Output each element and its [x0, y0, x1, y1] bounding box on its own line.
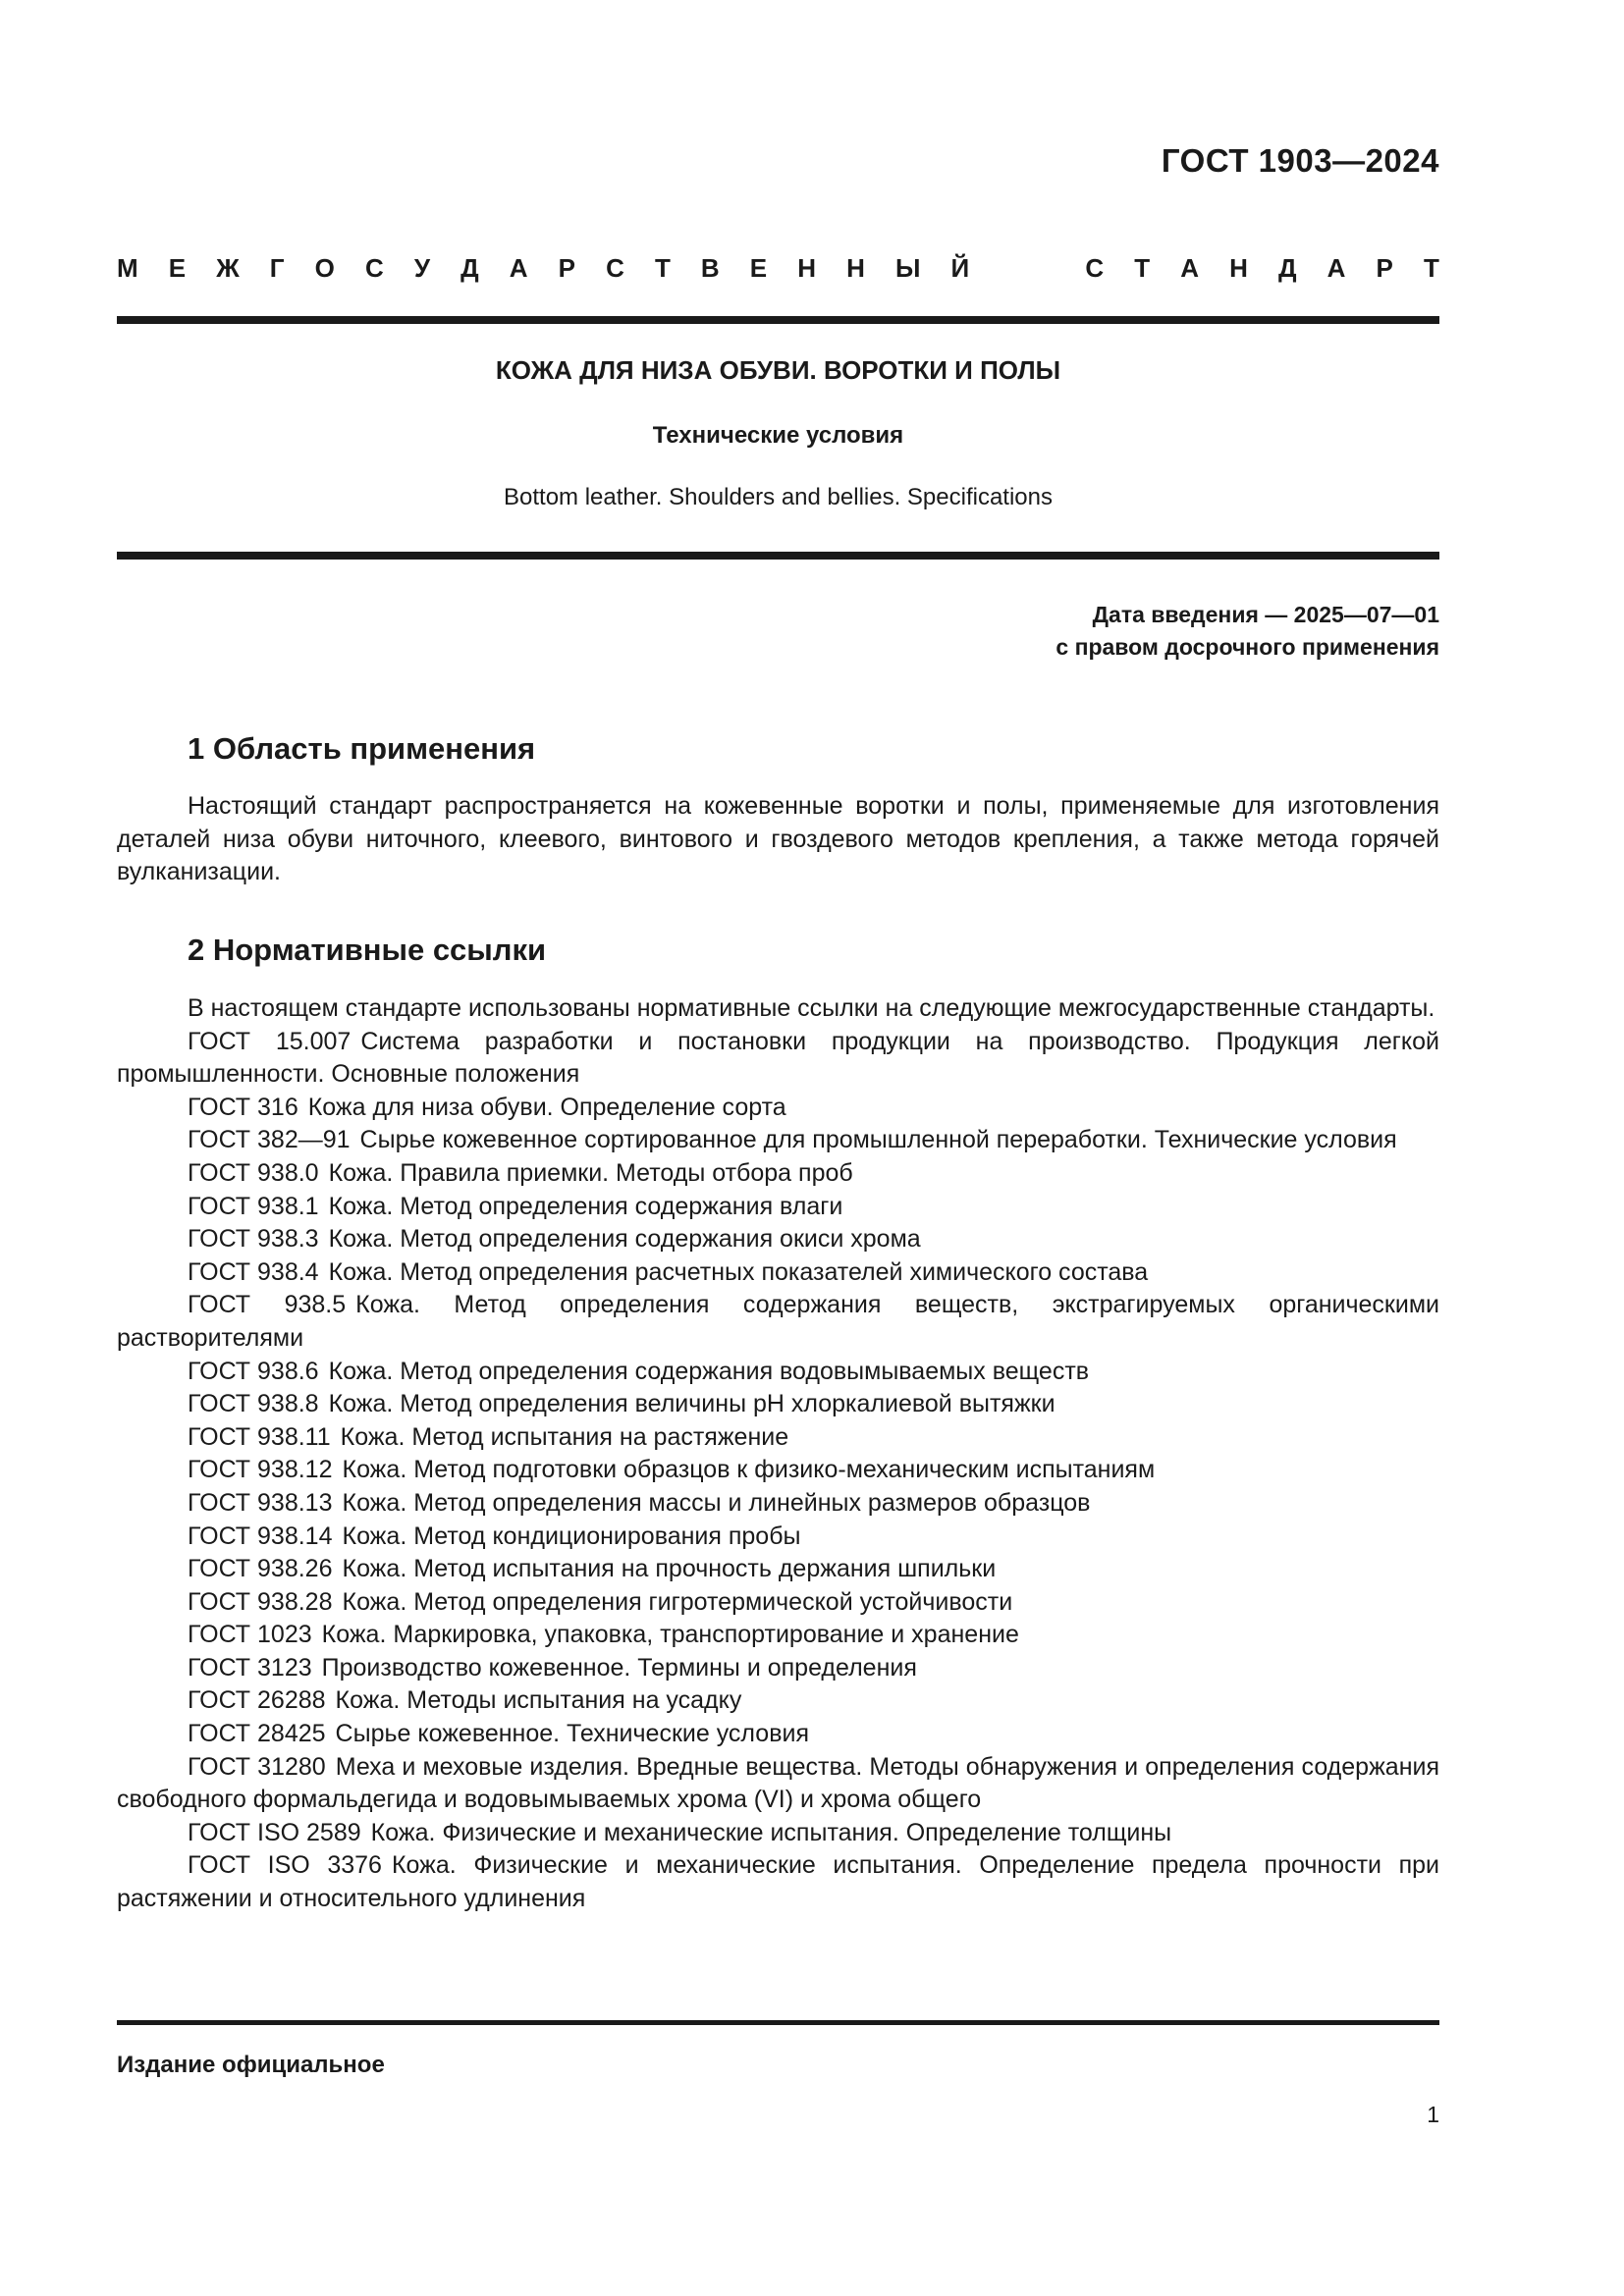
early-application-line: с правом досрочного применения: [1056, 634, 1439, 660]
reference-title: Кожа. Правила приемки. Методы отбора проб: [328, 1158, 853, 1187]
interstate-letter: Г: [269, 253, 285, 283]
reference-code: ГОСТ ISO 3376: [188, 1851, 382, 1880]
reference-item: [117, 1553, 1439, 1586]
reference-title: Кожа. Метод определения содержания окиси хрома: [328, 1225, 921, 1254]
reference-title: Кожа. Метод испытания на прочность держания шпильки: [342, 1555, 997, 1583]
reference-code: ГОСТ 938.28: [188, 1587, 333, 1616]
reference-title: Кожа. Физические и механические испытания. Определение толщины: [370, 1818, 1172, 1846]
standard-letter: А: [1326, 253, 1346, 283]
reference-item: [117, 1487, 1439, 1521]
interstate-letter: Е: [749, 253, 768, 283]
reference-code: ГОСТ 15.007: [188, 1027, 352, 1055]
top-rule: [117, 316, 1439, 324]
reference-code: ГОСТ ISO 2589: [188, 1818, 361, 1846]
section-2-heading: 2 Нормативные ссылки: [188, 933, 547, 967]
interstate-letter: С: [606, 253, 624, 283]
reference-code: ГОСТ 938.8: [188, 1390, 319, 1418]
reference-title: Сырье кожевенное. Технические условия: [335, 1720, 809, 1748]
reference-item: [117, 1751, 1439, 1817]
standard-letter: Д: [1278, 253, 1297, 283]
standard-letter: С: [1085, 253, 1105, 283]
reference-item: [117, 1191, 1439, 1224]
interstate-letter: С: [364, 253, 384, 283]
reference-title: Система разработки и постановки продукции на производство. Продукция легкой промышленности. Основные положения: [117, 1027, 1439, 1089]
reference-title: Кожа. Метод подготовки образцов к физико-механическим испытаниям: [342, 1456, 1156, 1484]
interstate-letter: Н: [797, 253, 817, 283]
reference-code: ГОСТ 938.6: [188, 1357, 319, 1385]
reference-code: ГОСТ 28425: [188, 1720, 326, 1748]
reference-title: Сырье кожевенное сортированное для промышленной переработки. Технические условия: [359, 1126, 1397, 1154]
reference-item: [117, 1521, 1439, 1554]
interstate-letter: В: [700, 253, 720, 283]
interstate-letter: Р: [558, 253, 575, 283]
reference-item: [117, 1849, 1439, 1915]
reference-code: ГОСТ 1023: [188, 1621, 312, 1649]
standard-number: ГОСТ 1903—2024: [1161, 142, 1439, 179]
reference-item: [117, 1026, 1439, 1092]
english-title: Bottom leather. Shoulders and bellies. Specifications: [504, 484, 1053, 510]
reference-item: [117, 1356, 1439, 1389]
interstate-letter: Й: [950, 253, 970, 283]
footer-rule: [117, 2020, 1439, 2025]
reference-code: ГОСТ 938.5: [188, 1291, 347, 1319]
reference-item: [117, 1619, 1439, 1652]
reference-title: Кожа. Методы испытания на усадку: [335, 1686, 742, 1715]
document-subtitle: Технические условия: [652, 422, 904, 449]
introduction-date: [1056, 599, 1439, 664]
interstate-standard-banner: [117, 253, 1439, 284]
reference-item: [117, 1289, 1439, 1355]
reference-item: [117, 1586, 1439, 1620]
reference-code: ГОСТ 938.3: [188, 1225, 319, 1254]
reference-code: ГОСТ 938.1: [188, 1192, 319, 1220]
interstate-letter: Ж: [216, 253, 240, 283]
reference-title: Кожа. Маркировка, упаковка, транспортирование и хранение: [321, 1621, 1019, 1649]
scope-paragraph: Настоящий стандарт распространяется на кожевенные воротки и полы, применяемые для изготовления деталей низа обуви ниточного, клеевого, винтового и гвоздевого методов крепления, а также метода горячей вулканизации.: [117, 792, 1439, 886]
reference-title: Кожа. Метод определения величины pH хлоркалиевой вытяжки: [328, 1390, 1056, 1418]
reference-code: ГОСТ 382—91: [188, 1126, 351, 1154]
reference-list: [117, 1026, 1439, 1916]
interstate-letter: А: [509, 253, 528, 283]
reference-item: [117, 1157, 1439, 1191]
official-edition-label: Издание официальное: [117, 2052, 385, 2078]
section-1-body: [117, 790, 1439, 889]
document-title: КОЖА ДЛЯ НИЗА ОБУВИ. ВОРОТКИ И ПОЛЫ: [495, 355, 1061, 385]
section-1-heading: 1 Область применения: [188, 731, 536, 766]
reference-item: [117, 1124, 1439, 1157]
references-intro: В настоящем стандарте использованы нормативные ссылки на следующие межгосударственные стандарты.: [188, 994, 1435, 1022]
reference-code: ГОСТ 938.0: [188, 1158, 319, 1187]
reference-title: Кожа. Метод определения массы и линейных размеров образцов: [342, 1488, 1091, 1517]
standard-letter: А: [1180, 253, 1200, 283]
interstate-letter: Д: [460, 253, 479, 283]
section-2-body: [117, 992, 1439, 1916]
reference-item: [117, 1092, 1439, 1125]
reference-code: ГОСТ 31280: [188, 1752, 326, 1781]
interstate-letter: Ы: [894, 253, 921, 283]
interstate-letter: Н: [846, 253, 865, 283]
reference-code: ГОСТ 938.14: [188, 1522, 333, 1550]
reference-title: Кожа для низа обуви. Определение сорта: [307, 1093, 786, 1121]
introduction-date-line: Дата введения — 2025—07—01: [1092, 602, 1439, 627]
reference-title: Кожа. Метод определения содержания водовымываемых веществ: [328, 1357, 1090, 1385]
interstate-letter: Е: [168, 253, 187, 283]
reference-title: Кожа. Метод испытания на растяжение: [340, 1422, 789, 1451]
reference-item: [117, 1223, 1439, 1256]
word-gap: [1000, 253, 1055, 284]
reference-code: ГОСТ 3123: [188, 1653, 312, 1682]
reference-title: Кожа. Физические и механические испытания. Определение предела прочности при растяжении и относительного удлинения: [117, 1851, 1439, 1913]
title-rule: [117, 552, 1439, 560]
standard-letter: Н: [1229, 253, 1248, 283]
interstate-letter: М: [117, 253, 138, 283]
standard-letter: Р: [1376, 253, 1393, 283]
reference-item: [117, 1388, 1439, 1421]
reference-item: [117, 1718, 1439, 1751]
reference-title: Кожа. Метод определения гигротермической устойчивости: [342, 1587, 1013, 1616]
reference-code: ГОСТ 938.12: [188, 1456, 333, 1484]
reference-code: ГОСТ 26288: [188, 1686, 326, 1715]
standard-letter: Т: [1134, 253, 1151, 283]
reference-item: [117, 1421, 1439, 1455]
reference-code: ГОСТ 938.11: [188, 1422, 331, 1451]
reference-title: Кожа. Метод кондиционирования пробы: [342, 1522, 801, 1550]
interstate-letter: О: [314, 253, 335, 283]
standard-letter: Т: [1423, 253, 1439, 283]
reference-item: [117, 1684, 1439, 1718]
reference-code: ГОСТ 316: [188, 1093, 298, 1121]
reference-item: [117, 1256, 1439, 1290]
reference-item: [117, 1817, 1439, 1850]
reference-code: ГОСТ 938.4: [188, 1257, 319, 1286]
interstate-letter: У: [413, 253, 431, 283]
reference-title: Производство кожевенное. Термины и определения: [321, 1653, 917, 1682]
reference-item: [117, 1652, 1439, 1685]
reference-title: Меха и меховые изделия. Вредные вещества. Методы обнаружения и определения содержания свободного формальдегида и водовымываемых хрома (VI) и хрома общего: [117, 1752, 1440, 1814]
page-number: 1: [1427, 2102, 1439, 2127]
interstate-letter: Т: [654, 253, 671, 283]
reference-code: ГОСТ 938.13: [188, 1488, 333, 1517]
reference-title: Кожа. Метод определения содержания влаги: [328, 1192, 843, 1220]
reference-title: Кожа. Метод определения расчетных показателей химического состава: [328, 1257, 1149, 1286]
reference-item: [117, 1454, 1439, 1487]
reference-code: ГОСТ 938.26: [188, 1555, 333, 1583]
reference-title: Кожа. Метод определения содержания веществ, экстрагируемых органическими растворителями: [117, 1291, 1439, 1352]
